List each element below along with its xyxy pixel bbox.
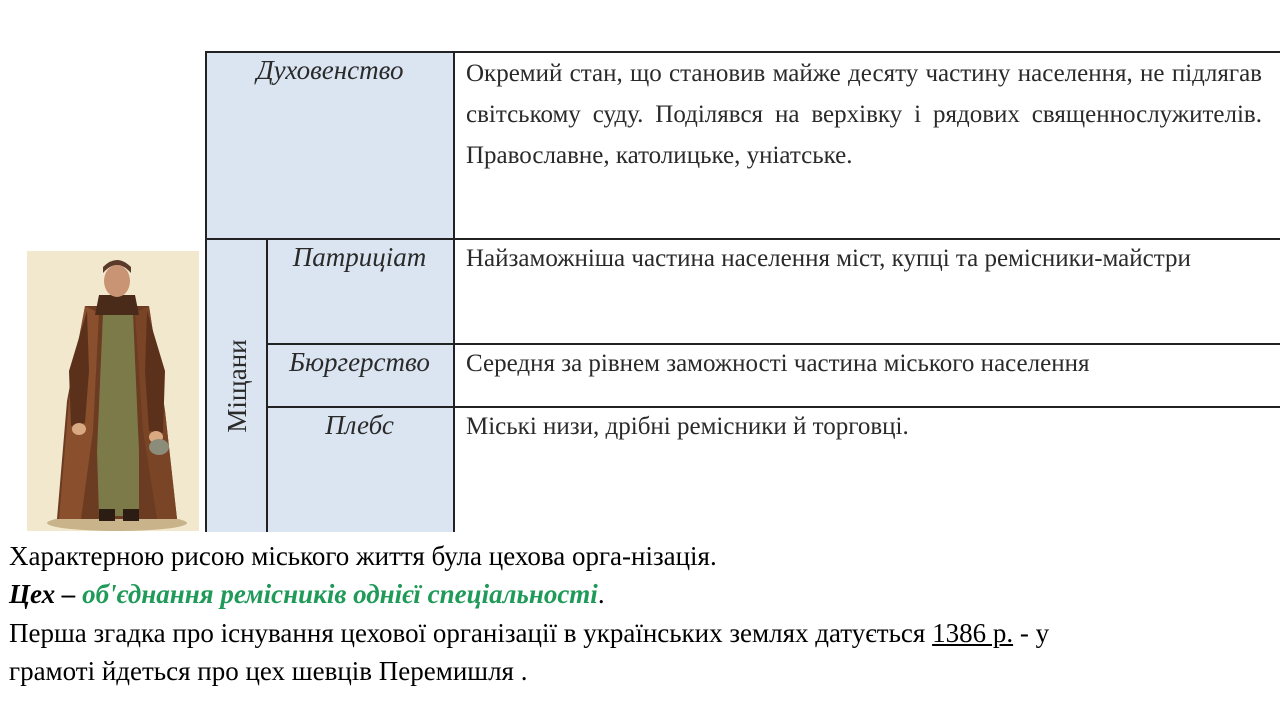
guild-term: Цех xyxy=(9,579,56,609)
estates-table xyxy=(205,51,1280,532)
guild-definition xyxy=(9,579,605,610)
first-mention-date: 1386 р. xyxy=(932,618,1014,648)
burghers-term: Бюргерство xyxy=(289,347,430,377)
plebs-term: Плебс xyxy=(325,410,394,440)
table-divider xyxy=(266,238,268,532)
paragraph-line-3 xyxy=(9,618,1049,649)
burghers-description: Середня за рівнем заможності частина міського населення xyxy=(466,350,1090,377)
definition-period: . xyxy=(597,579,605,609)
paragraph-line-1: Характерною рисою міського життя була цехова орга-нізація. xyxy=(9,541,717,571)
paragraph-line-4: грамоті йдеться про цех шевців Перемишля . xyxy=(9,656,528,686)
clergy-term: Духовенство xyxy=(256,55,404,85)
table-divider xyxy=(453,53,455,532)
line3-start: Перша згадка про існування цехової організації в українських землях датується xyxy=(9,618,933,648)
townspeople-label: Міщани xyxy=(222,339,252,433)
term-column-background xyxy=(207,53,453,532)
townsman-illustration xyxy=(27,251,199,531)
clergy-description: Окремий стан, що становив майже десяту частину населення, не підлягав світському суду. Поділявся на верхівку і рядових священнослужителів. Православне, католицьке, уніатське. xyxy=(466,60,1262,169)
townsman-figure-image xyxy=(27,251,199,531)
definition-dash: – xyxy=(55,579,83,609)
patriciate-term: Патриціат xyxy=(292,242,427,272)
guild-definition-text: об'єднання ремісників однієї спеціальності xyxy=(82,579,598,609)
line3-end: - у xyxy=(1013,618,1050,648)
plebs-description: Міські низи, дрібні ремісники й торговці. xyxy=(466,413,909,440)
patriciate-description: Найзаможніша частина населення міст, купці та ремісники-майстри xyxy=(466,245,1191,272)
